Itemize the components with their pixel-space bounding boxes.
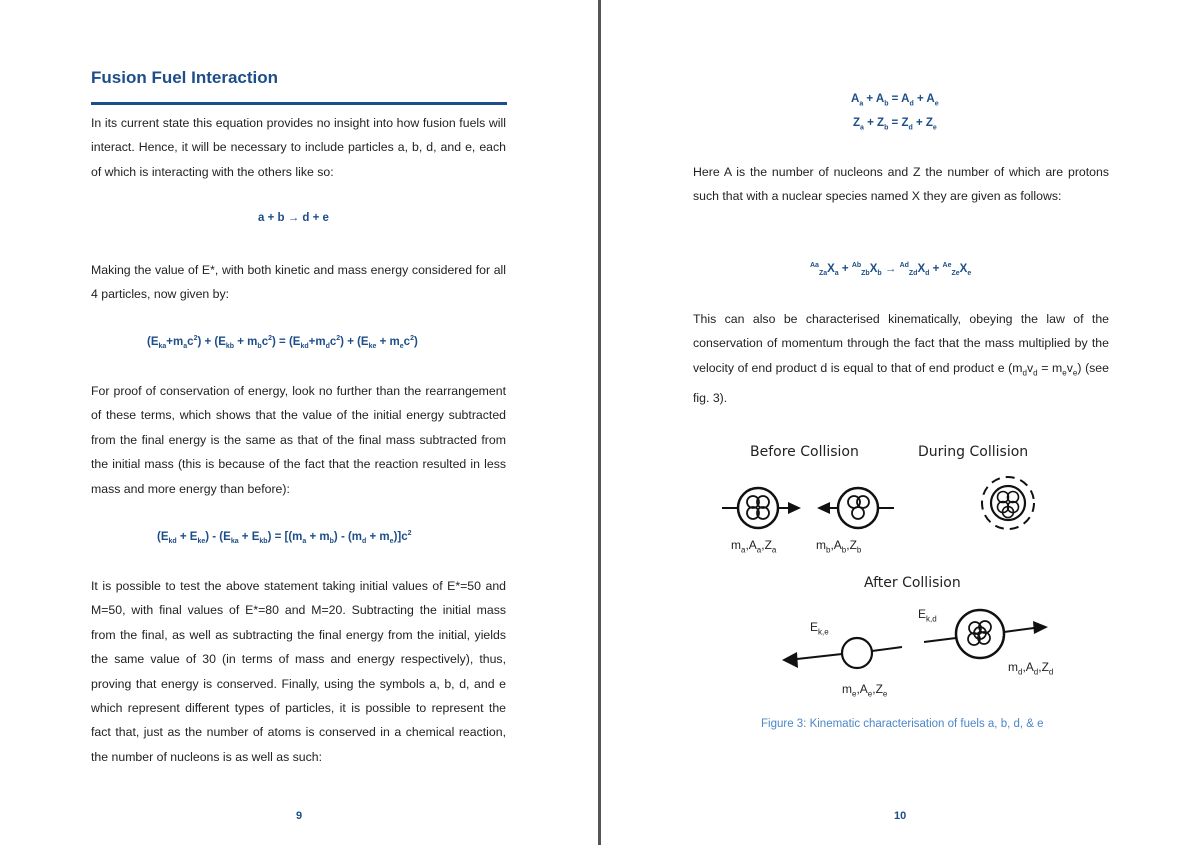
- label-before-collision: Before Collision: [750, 444, 859, 460]
- particle-b-icon: [817, 488, 894, 528]
- label-energy-e: $E_{k,e}$: [810, 620, 829, 637]
- label-during-collision: During Collision: [918, 444, 1029, 460]
- paragraph-intro: In its current state this equation provides no insight into how fusion fuels will interact. Hence, it will be necessary to include particles a, b, d, and e, each of which is interacting with the others like so:: [91, 116, 506, 179]
- label-particle-d: $m_d,A_d,Z_d$: [1008, 660, 1054, 677]
- collision-compound-icon: [982, 477, 1034, 529]
- equation-energy-balance: $(E_{ka}+m_ac^2) + (E_{kb} + m_bc^2) = (E_{kd}+m_dc^2) + (E_{ke} + m_ec^2)$: [147, 335, 418, 351]
- label-energy-d: $E_{k,d}$: [918, 607, 937, 624]
- page-number-left: 9: [296, 810, 303, 822]
- particle-e-icon: [782, 638, 902, 668]
- particle-a-icon: [722, 488, 801, 528]
- paragraph-kinematic: This can also be characterised kinematically, obeying the law of the conservation of momentum through the fact that the mass multiplied by the velocity of end product d is equal to that of end product e $(m_dv_d = m_ev_e)$ (see fig. 3).: [693, 312, 1109, 405]
- label-particle-b: $m_b,A_b,Z_b$: [816, 538, 862, 555]
- equation-nuclear-notation: $^{Aa}_{Za}X_a + ^{Ab}_{Zb}X_b \to ^{Ad}_{Zd}X_d + ^{Ae}_{Ze}X_e$: [810, 262, 972, 278]
- paragraph-test: It is possible to test the above statement taking initial values of E*=50 and M=50, with final values of E*=80 and M=20. Subtracting the initial mass from the final, as well as subtracting the final energy from the initial, yields the same value of 30 (in terms of mass and energy respectively), thus, proving that energy is conserved. Finally, using the symbols a, b, d, and e which represent different types of particles, it is possible to represent the fact that, just as the number of atoms is conserved in a chemical reaction, the number of nucleons is as well as such:: [91, 579, 506, 764]
- label-after-collision: After Collision: [864, 575, 961, 591]
- figure-caption: Figure 3: Kinematic characterisation of fuels a, b, d, & e: [761, 718, 1044, 730]
- page-number-right: 10: [894, 810, 907, 822]
- equation-protons: $Z_a + Z_b = Z_d + Z_e$: [853, 117, 937, 132]
- paragraph-proof: For proof of conservation of energy, look no further than the rearrangement of these terms, which shows that the value of the initial energy subtracted from the final energy is the same as that of the final mass subtracted from the initial mass (this is because of the fact that the reaction resulted in less mass and more energy than before):: [91, 384, 506, 496]
- label-particle-e: $m_e,A_e,Z_e$: [842, 682, 888, 699]
- equation-nucleons: $A_a + A_b = A_d + A_e$: [851, 93, 939, 108]
- section-title: Fusion Fuel Interaction: [91, 68, 279, 87]
- paragraph-energy: Making the value of E*, with both kinetic and mass energy considered for all 4 particles, now given by:: [91, 263, 506, 302]
- equation-reaction: a + b → d + e: [258, 212, 329, 224]
- equation-rearranged: $(E_{kd} + E_{ke}) - (E_{ka} + E_{kb}) = [(m_a + m_b) - (m_d + m_e)]c^2$: [157, 530, 412, 546]
- particle-d-icon: [924, 610, 1048, 658]
- paragraph-nuclear-species: Here A is the number of nucleons and Z the number of which are protons such that with a nuclear species named X they are given as follows:: [693, 165, 1109, 204]
- label-particle-a: $m_a,A_a,Z_a$: [731, 538, 777, 555]
